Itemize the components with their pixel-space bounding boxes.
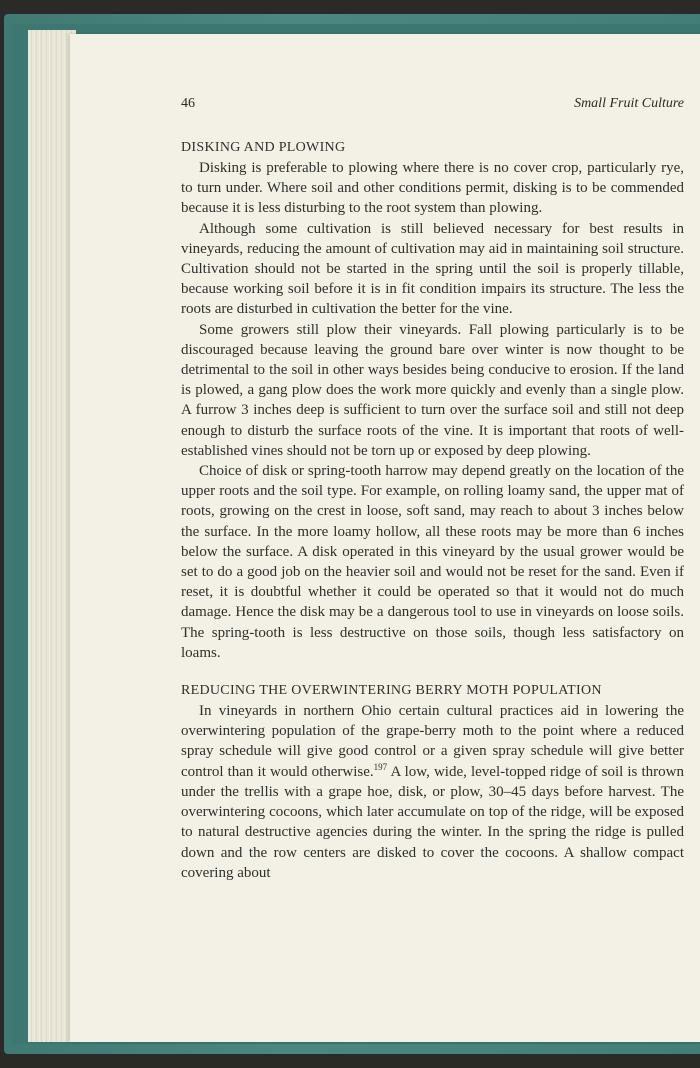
paragraph: Choice of disk or spring-tooth harrow may depend greatly on the location of the upper roots and the soil type. For example, on rolling loamy sand, the upper mat of roots, growing on the crest in loose, soft sand, may reach to about 3 inches below the surface. In the more loamy hollow, all these roots may be more than 6 inches below the surface. A disk operated in this vineyard by the usual grower would be set to do a good job on the heavier soil and would not be reset for the sand. Even if reset, it is doubtful whether it could be operated so that it would not do much damage. Hence the disk may be a dangerous tool to use in vineyards on loose soils. The spring-tooth is less destructive on those soils, though less satisfactory on loams.: [181, 463, 684, 661]
paragraph: Some growers still plow their vineyards. Fall plowing particularly is to be discouraged because leaving the ground bare over winter is now thought to be detrimental to the soil in other ways besides being conducive to erosion. If the land is plowed, a gang plow does the work more quickly and evenly than a single plow. A furrow 3 inches deep is sufficient to turn over the surface soil and still not deep enough to disturb the surface roots of the vine. It is important that roots of well-established vines should not be torn up or exposed by deep plowing.: [181, 321, 684, 459]
running-head: Small Fruit Culture: [574, 96, 684, 111]
paragraph: Disking is preferable to plowing where there is no cover crop, particularly rye, to turn under. Where soil and other conditions permit, disking is to be commended because it is less disturbing to the root system than plowing.: [181, 160, 684, 217]
section-heading-disking: DISKING AND PLOWING: [181, 140, 346, 155]
page-edges: [28, 30, 76, 1042]
section-heading-berry-moth: REDUCING THE OVERWINTERING BERRY MOTH POPULATION: [181, 683, 602, 699]
paragraph: Although some cultivation is still believed necessary for best results in vineyards, reducing the amount of cultivation may aid in maintaining soil structure. Cultivation should not be started in the spring until the soil is properly tillable, because working soil before it is in fit condition impairs its structure. The less the roots are disturbed in cultivation the better for the vine.: [181, 220, 684, 318]
page-number: 46: [181, 96, 195, 111]
paragraph: [181, 701, 684, 883]
footnote-reference: 197: [373, 761, 388, 772]
page-body: [181, 138, 684, 883]
paragraph-text: A low, wide, level-topped ridge of soil is thrown under the trellis with a grape hoe, disk, or plow, 30–45 days before harvest. The overwintering cocoons, which later accumulate on top of the ridge, will be exposed to natural destructive agencies during the winter. In the spring the ridge is pulled down and the row centers are disked to cover the cocoons. A shallow compact covering about: [181, 763, 684, 881]
page-header: [181, 96, 684, 116]
paragraph-text: In vineyards in northern Ohio certain cultural practices aid in lowering the overwintering population of the grape-berry moth to the point where a reduced spray schedule will give good control or a given spray schedule will give better control than it would otherwise.: [181, 703, 684, 780]
